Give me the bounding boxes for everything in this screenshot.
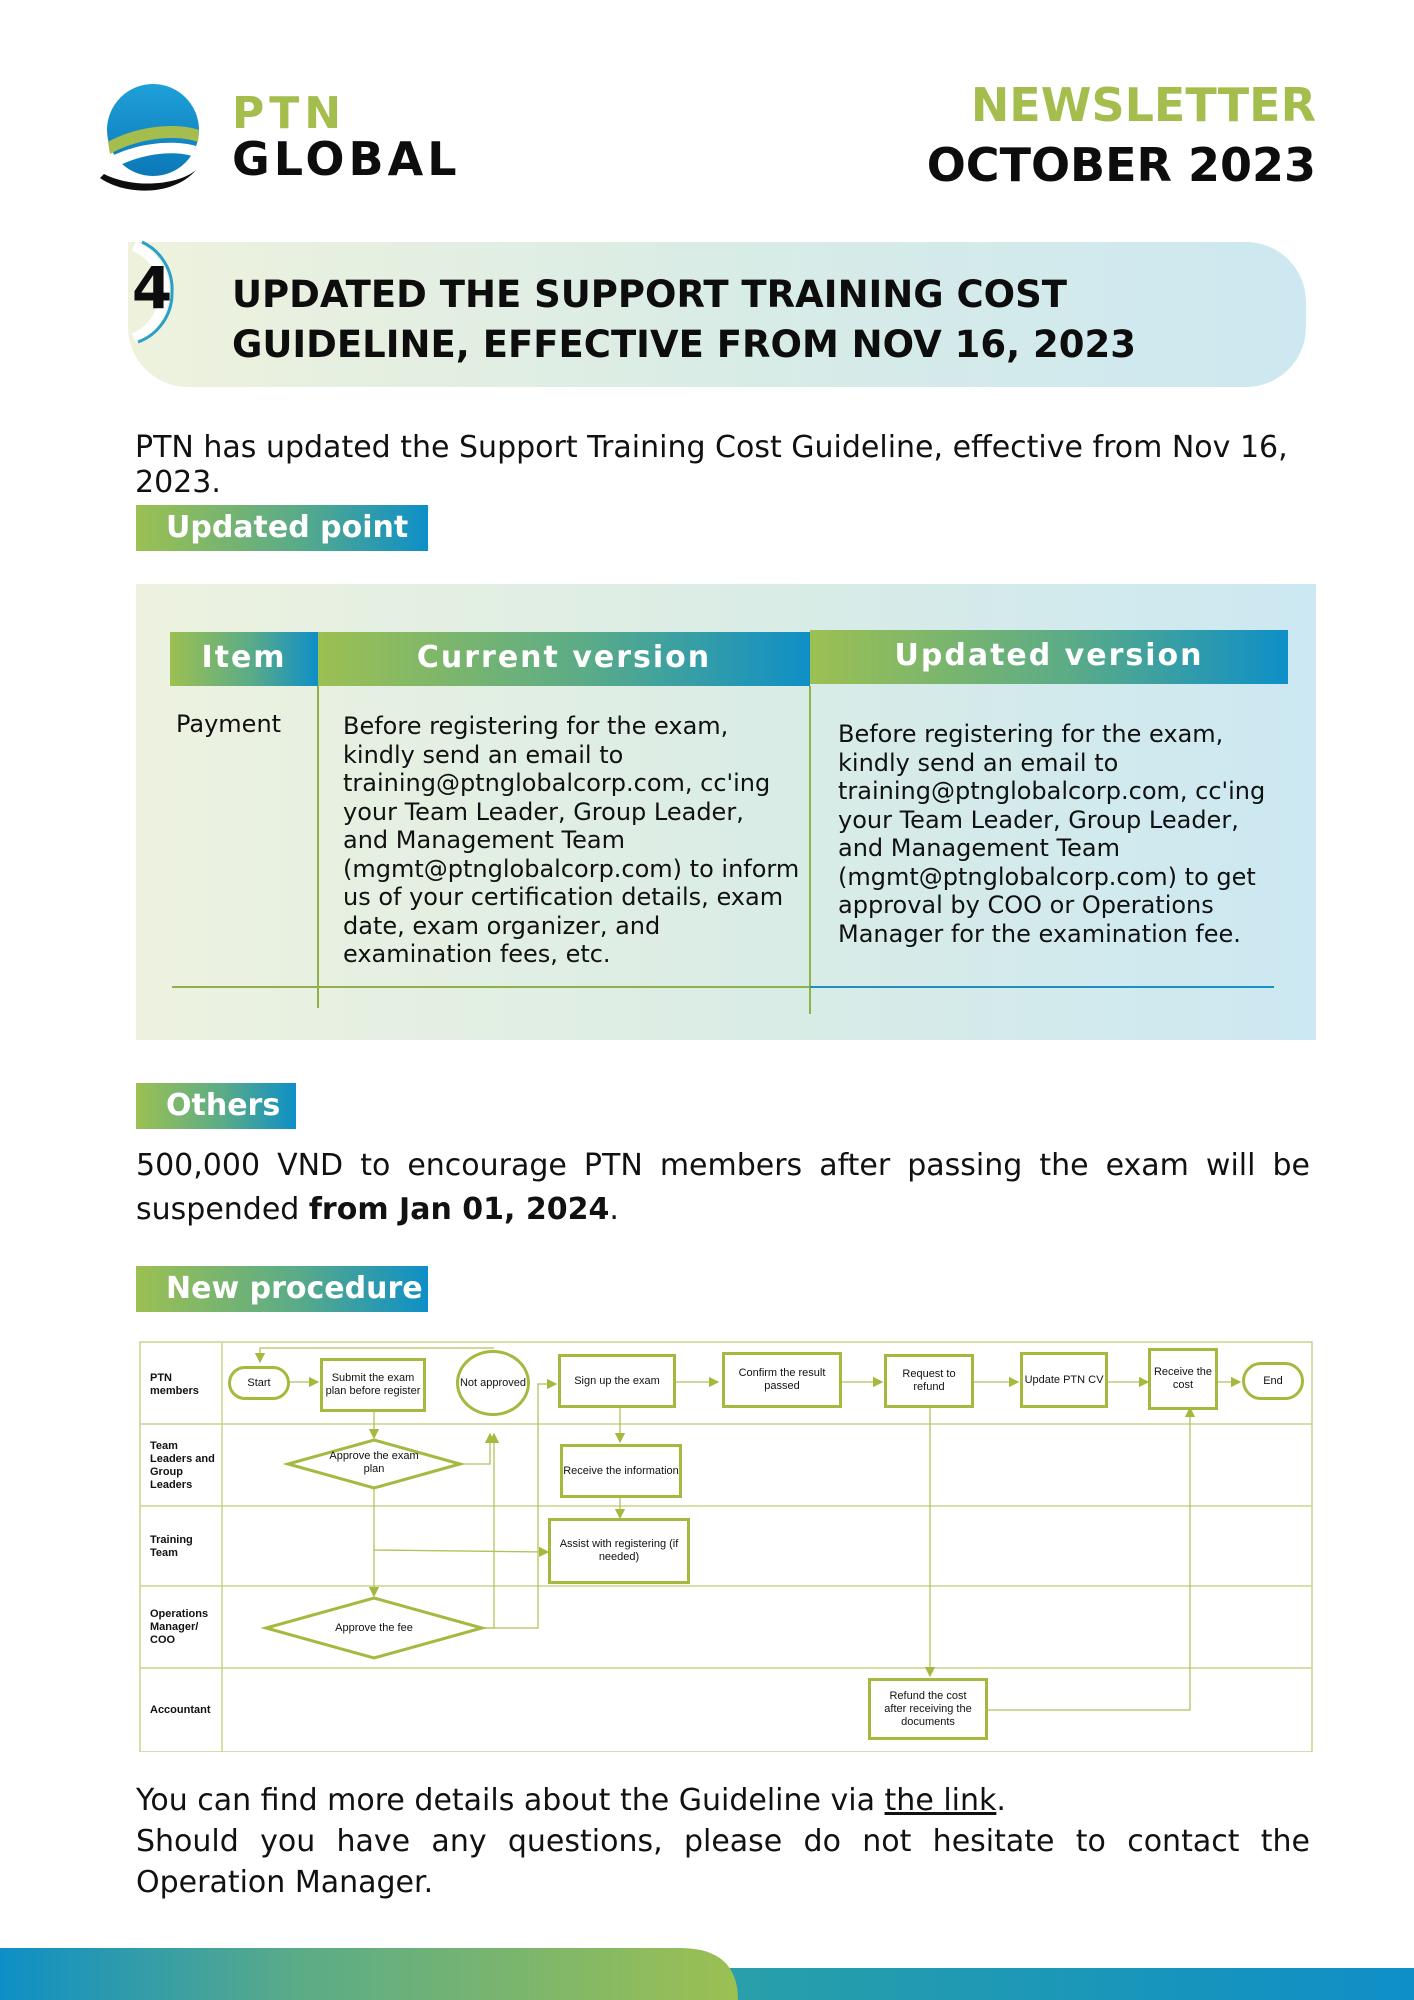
row-item: Payment <box>176 710 282 738</box>
header-current-version: Current version <box>318 632 810 686</box>
comparison-table <box>136 584 1316 1040</box>
node-refund-cost: Refund the cost after receiving the documents <box>868 1678 988 1740</box>
updated-line: training@ptnglobalcorp.com, cc'ing <box>838 777 1266 805</box>
node-submit-exam-plan: Submit the exam plan before register <box>320 1358 426 1412</box>
section-title-line1: UPDATED THE SUPPORT TRAINING COST <box>232 273 1068 316</box>
footer-line1-text: You can find more details about the Guideline via <box>136 1783 885 1818</box>
footer-line1-end: . <box>996 1783 1006 1818</box>
procedure-flowchart <box>138 1338 1314 1752</box>
footer-line2: Should you have any questions, please do not hesitate to contact the Operation Manager. <box>136 1824 1310 1900</box>
section-title <box>232 270 1272 370</box>
current-line: Before registering for the exam, <box>343 712 729 740</box>
ptn-global-logo <box>96 78 461 198</box>
row-bottom-border <box>172 986 810 988</box>
guideline-link[interactable]: the link <box>884 1783 997 1818</box>
node-update-cv: Update PTN CV <box>1020 1352 1108 1408</box>
lane-accountant: Accountant <box>150 1704 211 1716</box>
footer-line1 <box>136 1780 1310 1821</box>
section-intro: PTN has updated the Support Training Cost Guideline, effective from Nov 16, 2023. <box>135 430 1288 500</box>
footer-text <box>136 1780 1310 1903</box>
header-item: Item <box>170 632 318 686</box>
newsletter-date: OCTOBER 2023 <box>926 138 1316 192</box>
node-sign-up-exam: Sign up the exam <box>558 1354 676 1408</box>
logo-global-text: GLOBAL <box>232 132 461 186</box>
current-line: and Management Team <box>343 826 625 854</box>
others-text-bold: from Jan 01, 2024 <box>308 1192 610 1227</box>
lane-ptn-members: PTN members <box>150 1372 199 1397</box>
lane-team-leaders: Team Leaders and Group Leaders <box>150 1440 215 1491</box>
node-receive-cost: Receive the cost <box>1148 1348 1218 1410</box>
lane-operations-manager: Operations Manager/ COO <box>150 1608 209 1646</box>
node-assist-registering: Assist with registering (if needed) <box>548 1518 690 1584</box>
row-bottom-border <box>810 986 1274 988</box>
new-procedure-tag: New procedure <box>136 1266 428 1312</box>
node-end: End <box>1242 1362 1304 1400</box>
row-updated-version <box>838 720 1278 948</box>
node-approve-exam-plan: Approve the exam plan <box>329 1450 419 1475</box>
column-divider <box>809 686 811 1014</box>
current-line: date, exam organizer, and <box>343 911 661 940</box>
updated-line: Before registering for the exam, <box>838 720 1224 748</box>
others-tag: Others <box>136 1083 296 1129</box>
updated-line: kindly send an email to <box>838 748 1119 777</box>
node-not-approved: Not approved <box>456 1350 530 1416</box>
section-number: 4 <box>131 254 173 322</box>
lane-training-team: Training Team <box>150 1534 193 1559</box>
updated-line: your Team Leader, Group Leader, <box>838 805 1239 834</box>
updated-point-tag: Updated point <box>136 505 428 551</box>
current-line: us of your certification details, exam <box>343 883 784 911</box>
current-line: kindly send an email to <box>343 740 624 769</box>
updated-line: and Management Team <box>838 834 1120 862</box>
others-text-main: 500,000 VND to encourage PTN members after passing the exam will be suspended <box>136 1148 1310 1227</box>
logo-ptn-text: PTN <box>232 88 347 139</box>
current-line: examination fees, etc. <box>343 940 611 968</box>
section-title-line2: GUIDELINE, EFFECTIVE FROM NOV 16, 2023 <box>232 323 1137 366</box>
current-line: training@ptnglobalcorp.com, cc'ing <box>343 769 771 797</box>
node-request-refund: Request to refund <box>884 1354 974 1408</box>
row-current-version <box>343 712 803 969</box>
column-divider <box>317 686 319 1008</box>
newsletter-label: NEWSLETTER <box>970 78 1316 132</box>
bottom-decorative-bar <box>0 1948 1414 2000</box>
node-start: Start <box>228 1366 290 1400</box>
others-text <box>136 1144 1310 1232</box>
current-line: your Team Leader, Group Leader, <box>343 797 744 826</box>
node-approve-fee: Approve the fee <box>335 1622 413 1634</box>
updated-line: Manager for the examination fee. <box>838 919 1241 948</box>
header-updated-version: Updated version <box>810 630 1288 684</box>
updated-line: approval by COO or Operations <box>838 891 1214 919</box>
current-line: (mgmt@ptnglobalcorp.com) to inform <box>343 854 800 883</box>
node-confirm-result: Confirm the result passed <box>722 1352 842 1408</box>
node-receive-information: Receive the information <box>560 1444 682 1498</box>
updated-line: (mgmt@ptnglobalcorp.com) to get <box>838 862 1256 891</box>
others-text-end: . <box>609 1192 619 1227</box>
globe-logo-icon <box>96 78 206 198</box>
